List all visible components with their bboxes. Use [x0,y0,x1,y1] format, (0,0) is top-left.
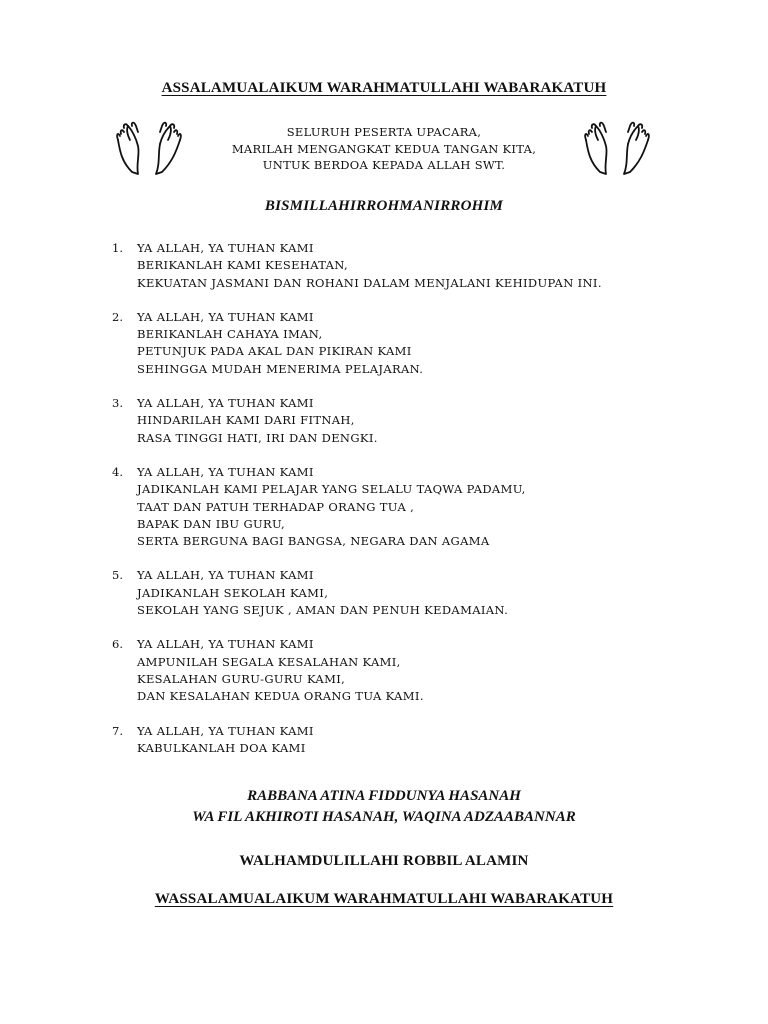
hamdalah-heading: WALHAMDULILLAHI ROBBIL ALAMIN [239,853,529,869]
intro-line: UNTUK BERDOA KEPADA ALLAH SWT. [262,158,506,172]
prayer-line: YA ALLAH, YA TUHAN KAMI [137,637,314,652]
prayer-line: YA ALLAH, YA TUHAN KAMI [137,309,314,324]
prayer-line: YA ALLAH, YA TUHAN KAMI [137,568,314,583]
intro-line: SELURUH PESERTA UPACARA, [286,125,482,139]
prayer-line: AMPUNILAH SEGALA KESALAHAN KAMI, [137,654,401,669]
prayer-line: YA ALLAH, YA TUHAN KAMI [137,396,314,411]
greeting-title: ASSALAMUALAIKUM WARAHMATULLAHI WABARAKATUH [161,80,607,96]
prayer-line: RASA TINGGI HATI, IRI DAN DENGKI. [137,430,378,445]
item-number: 3. [112,396,123,411]
prayer-line: SEKOLAH YANG SEJUK , AMAN DAN PENUH KEDAMAIAN. [137,603,509,618]
prayer-line: PETUNJUK PADA AKAL DAN PIKIRAN KAMI [137,344,412,359]
prayer-line: YA ALLAH, YA TUHAN KAMI [137,241,314,255]
prayer-line: KESALAHAN GURU-GURU KAMI, [137,671,346,686]
prayer-line: TAAT DAN PATUH TERHADAP ORANG TUA , [137,499,415,514]
prayer-line: BAPAK DAN IBU GURU, [137,516,286,531]
prayer-line: YA ALLAH, YA TUHAN KAMI [137,464,314,479]
rabbana-line: WA FIL AKHIROTI HASANAH, WAQINA ADZAABANNAR [192,809,576,825]
list-item [112,567,732,619]
prayer-line: BERIKANLAH KAMI KESEHATAN, [137,258,348,273]
closing-salam: WASSALAMUALAIKUM WARAHMATULLAHI WABARAKATUH [154,891,614,907]
list-item [112,395,732,447]
item-number: 1. [112,241,123,255]
intro-line: MARILAH MENGANGKAT KEDUA TANGAN KITA, [231,141,537,156]
list-item [112,464,732,550]
rabbana-line: RABBANA ATINA FIDDUNYA HASANAH [247,788,521,804]
prayer-line: SEHINGGA MUDAH MENERIMA PELAJARAN. [137,361,424,376]
item-number: 5. [112,568,123,583]
prayer-line: SERTA BERGUNA BAGI BANGSA, NEGARA DAN AGAMA [137,534,490,549]
item-number: 7. [112,723,123,738]
prayer-line: KEKUATAN JASMANI DAN ROHANI DALAM MENJALANI KEHIDUPAN INI. [137,275,602,290]
prayer-line: DAN KESALAHAN KEDUA ORANG TUA KAMI. [137,689,424,704]
prayer-line: JADIKANLAH KAMI PELAJAR YANG SELALU TAQWA PADAMU, [137,482,526,497]
prayer-line: HINDARILAH KAMI DARI FITNAH, [137,413,355,428]
item-number: 6. [112,637,123,652]
list-item [112,309,732,378]
prayer-line: BERIKANLAH CAHAYA IMAN, [137,327,323,342]
item-number: 4. [112,464,123,479]
prayer-list [112,240,732,774]
list-item [112,240,732,292]
list-item [112,723,732,758]
praying-hands-icon [582,118,654,178]
list-item [112,636,732,705]
prayer-line: JADIKANLAH SEKOLAH KAMI, [137,585,329,600]
prayer-line: KABULKANLAH DOA KAMI [137,740,306,755]
prayer-line: YA ALLAH, YA TUHAN KAMI [137,723,314,738]
bismillah-heading: BISMILLAHIRROHMANIRROHIM [264,198,504,214]
item-number: 2. [112,309,123,324]
